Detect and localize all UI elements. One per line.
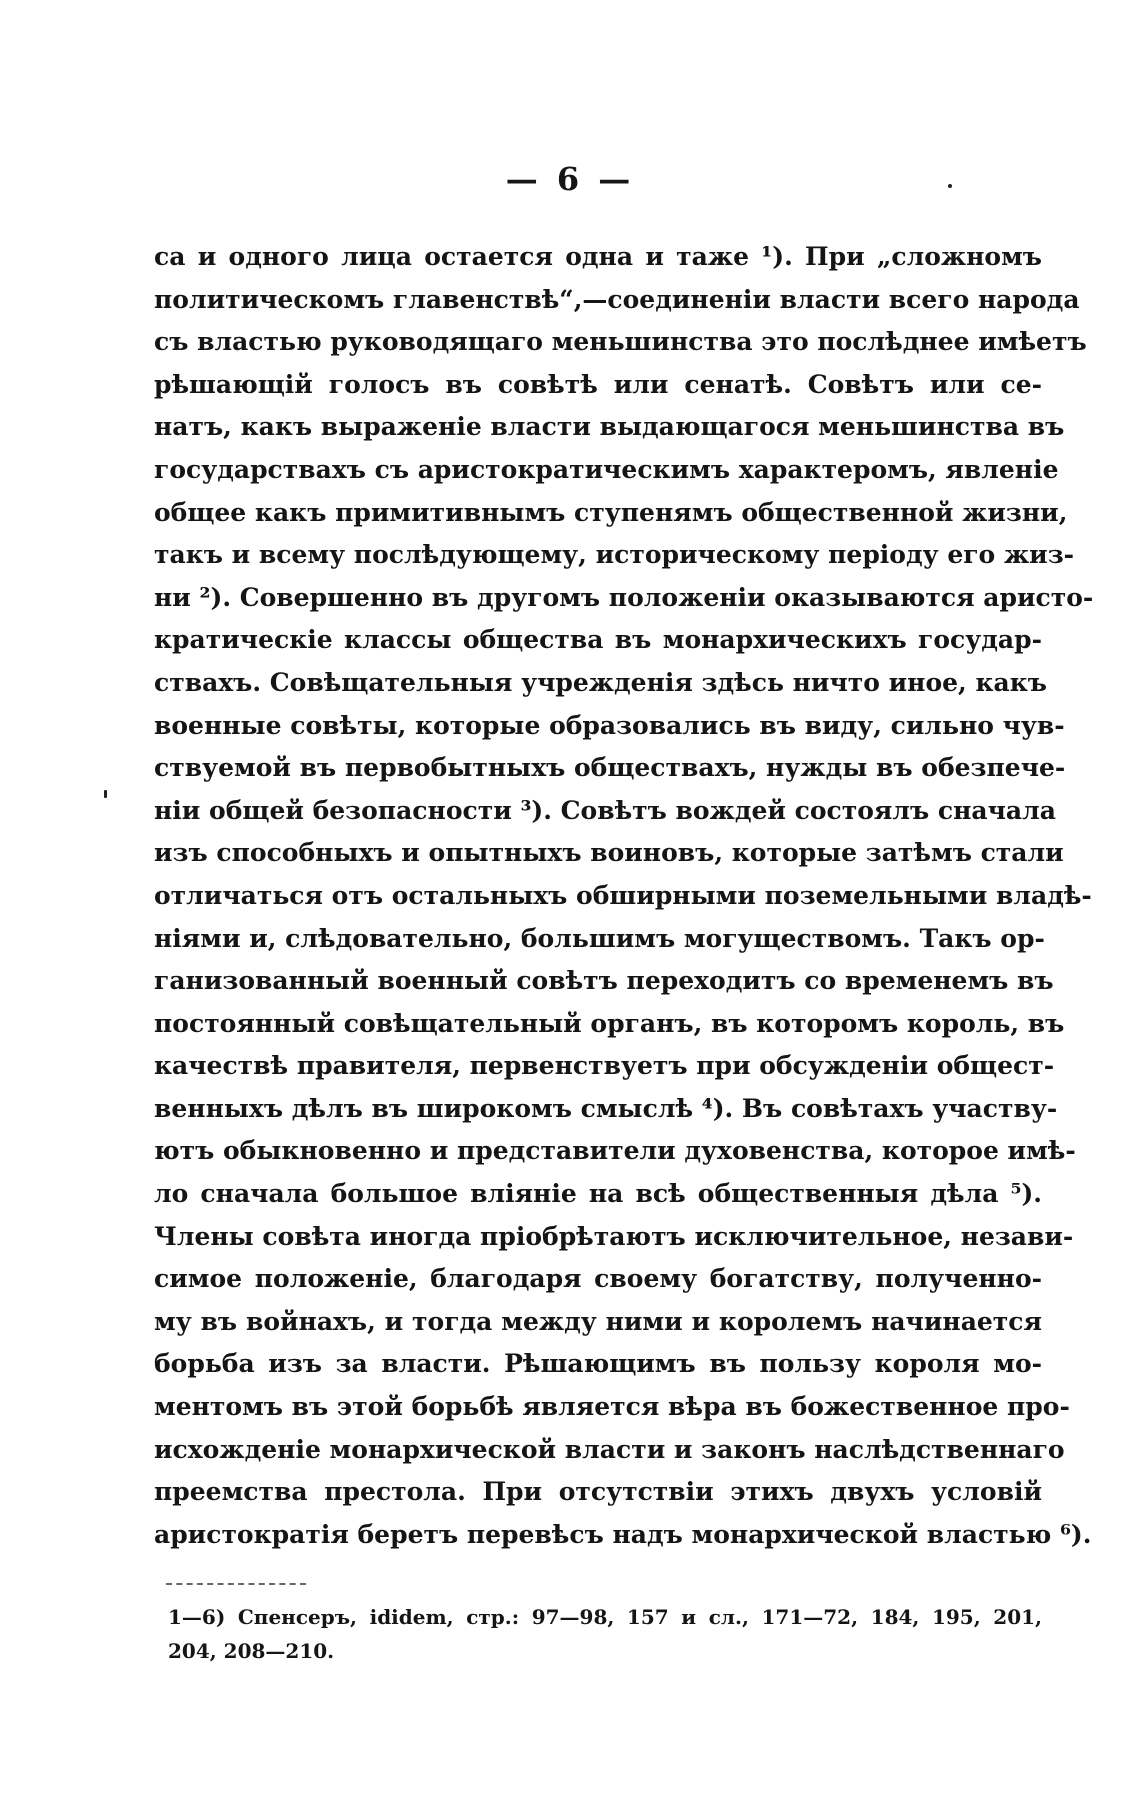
text-line: ствахъ. Совѣщательныя учрежденiя здѣсь ничто иное, какъ [154,667,1047,697]
text-line: государствахъ съ аристократическимъ характеромъ, явленiе [154,454,1059,484]
text-line: качествѣ правителя, первенствуетъ при обсужденiи общест- [154,1051,1055,1081]
text-line: нiями и, слѣдовательно, большимъ могуществомъ. Такъ ор- [154,923,1045,953]
text-line: рѣшающiй голосъ въ совѣтѣ или сенатѣ. Совѣтъ или се- [154,369,1042,399]
text-line: кратическiе классы общества въ монархическихъ государ- [154,625,1042,655]
text-line: ганизованный военный совѣтъ переходитъ со временемъ въ [154,966,1054,996]
footnote-separator [166,1583,306,1585]
ink-speck [104,790,107,798]
text-line: му въ войнахъ, и тогда между ними и королемъ начинается [154,1306,1042,1336]
text-line: борьба изъ за власти. Рѣшающимъ въ пользу короля мо- [154,1349,1042,1379]
text-line: отличаться отъ остальныхъ обширными поземельными владѣ- [154,880,1092,910]
ink-speck [948,184,952,188]
text-line: съ властью руководящаго меньшинства это послѣднее имѣетъ [154,327,1087,357]
text-line: постоянный совѣщательный органъ, въ которомъ король, въ [154,1008,1065,1038]
text-line: венныхъ дѣлъ въ широкомъ смыслѣ ⁴). Въ совѣтахъ участву- [154,1093,1058,1123]
text-line: ютъ обыкновенно и представители духовенства, которое имѣ- [154,1136,1076,1166]
text-line: общее какъ примитивнымъ ступенямъ общественной жизни, [154,497,1068,527]
text-line: политическомъ главенствѣ“,—соединенiи власти всего народа [154,284,1080,314]
text-line: ни ²). Совершенно въ другомъ положенiи оказываются аристо- [154,582,1094,612]
footnote [168,1600,1042,1668]
main-text [154,236,1094,1556]
footnote-line: 204, 208—210. [168,1639,335,1663]
text-line: натъ, какъ выраженiе власти выдающагося меньшинства въ [154,412,1065,442]
footnote-line: 1—6) Спенсеръ, ididem, стр.: 97—98, 157 и сл., 171—72, 184, 195, 201, [168,1605,1042,1629]
text-line: са и одного лица остается одна и таже ¹). При „сложномъ [154,242,1042,271]
text-line: изъ способныхъ и опытныхъ воиновъ, которые затѣмъ стали [154,838,1064,868]
text-line: военные совѣты, которые образовались въ виду, сильно чув- [154,710,1065,740]
text-line: ствуемой въ первобытныхъ обществахъ, нужды въ обезпече- [154,753,1066,783]
page-number: — 6 — [505,160,635,198]
text-line: аристократiя беретъ перевѣсъ надъ монархической властью ⁶). [154,1519,1092,1549]
text-line: преемства престола. При отсутствiи этихъ двухъ условiй [154,1477,1042,1507]
text-line: нiи общей безопасности ³). Совѣтъ вождей состоялъ сначала [154,795,1056,825]
text-line: ло сначала большое влiянiе на всѣ общественныя дѣла ⁵). [154,1179,1042,1209]
text-line: такъ и всему послѣдующему, историческому перiоду его жиз- [154,540,1075,570]
text-line: ментомъ въ этой борьбѣ является вѣра въ божественное про- [154,1392,1070,1422]
text-line: симое положенiе, благодаря своему богатству, полученно- [154,1264,1042,1294]
text-line: Члены совѣта иногда прiобрѣтаютъ исключительное, незави- [154,1221,1074,1251]
text-line: исхожденiе монархической власти и законъ наслѣдственнаго [154,1434,1065,1464]
